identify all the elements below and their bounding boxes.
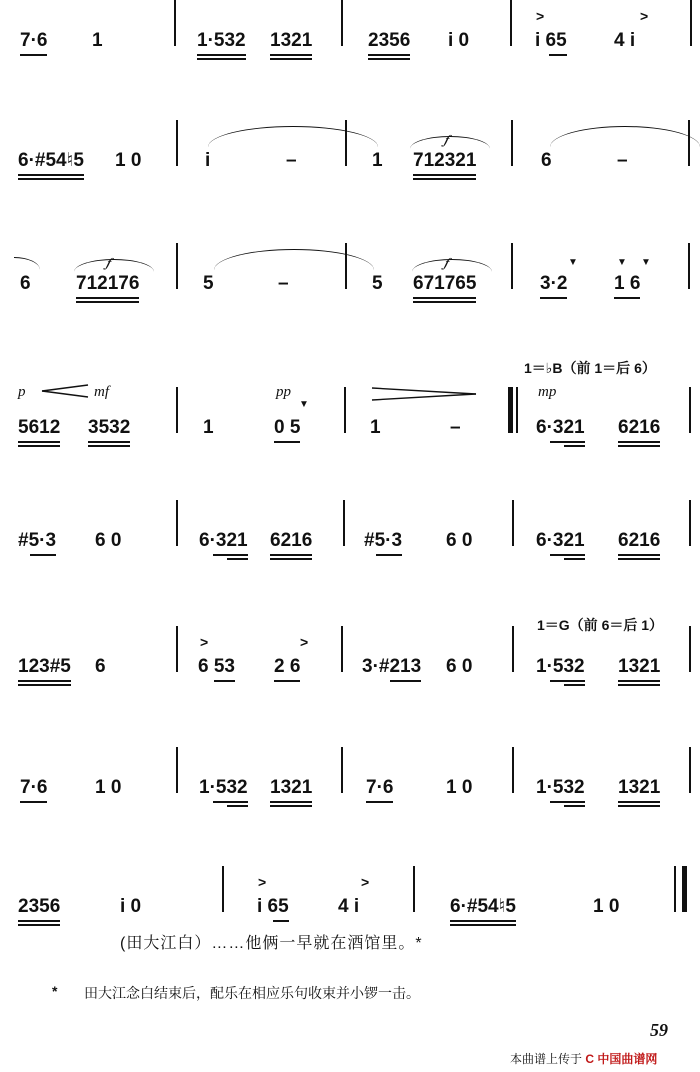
dynamic-pp: pp: [276, 384, 291, 400]
barline: [176, 747, 178, 793]
note-group: 3·#213: [362, 656, 421, 678]
accent-mark: >: [258, 874, 267, 890]
accent-mark: >: [640, 8, 649, 24]
note-group: 1 0: [446, 777, 473, 798]
barline: [341, 626, 343, 672]
note-group: 1321: [270, 30, 312, 52]
note-group: 1: [370, 417, 381, 438]
barline: [512, 626, 514, 672]
score-row-7: [0, 777, 700, 857]
key-change-2: 1＝G（前 6＝后 1）: [537, 617, 664, 633]
note-group: 7·6: [20, 777, 47, 799]
dynamic-mp: mp: [538, 384, 557, 400]
note-group: 1·532: [536, 777, 585, 799]
note-group: 6: [95, 656, 106, 677]
note-group: 1 0: [593, 896, 620, 917]
barline: [689, 387, 691, 433]
slur: [410, 136, 490, 149]
score-row-6: [0, 634, 700, 736]
note-group: 6 0: [446, 530, 473, 551]
note-group: 4 i: [614, 30, 636, 51]
upload-credit: [510, 1050, 657, 1067]
slur: [74, 259, 154, 272]
score-row-4: [0, 399, 700, 497]
footnote-mark: *: [52, 983, 58, 999]
staccato-mark: ▼: [299, 399, 309, 410]
note-group: i 65: [257, 896, 289, 918]
barline: [176, 387, 178, 433]
note-group: 1321: [618, 656, 660, 678]
dynamic-p: p: [18, 384, 26, 400]
note-group: i: [205, 150, 211, 171]
note-group: –: [286, 150, 297, 171]
accent-mark: >: [200, 634, 209, 650]
note-group: 6 53: [198, 656, 235, 678]
note-group: i 0: [120, 896, 142, 917]
score-row-3: [0, 255, 700, 353]
accent-mark: >: [536, 8, 545, 24]
barline: [511, 243, 513, 289]
note-group: 1: [92, 30, 103, 51]
barline: [688, 243, 690, 289]
dynamic-mf: mf: [94, 384, 109, 400]
note-group: 1 6: [614, 273, 640, 295]
page-number: 59: [650, 1020, 668, 1040]
slur: [214, 249, 374, 270]
key-change-1: 1＝♭B（前 1＝后 6）: [524, 360, 656, 376]
decrescendo-hairpin: [370, 386, 480, 402]
accent-mark: >: [361, 874, 370, 890]
note-group: 6·321: [536, 530, 585, 552]
note-group: –: [450, 417, 461, 438]
note-group: 5: [203, 273, 214, 294]
barline: [516, 387, 518, 433]
fermata-mark: 𝆑: [106, 255, 111, 270]
note-group: 0 5: [274, 417, 300, 439]
barline: [176, 120, 178, 166]
credit-logo-icon: C: [585, 1052, 595, 1066]
note-group: 6 0: [446, 656, 473, 677]
note-group: 1 0: [95, 777, 122, 798]
fermata-mark: 𝆑: [444, 255, 449, 270]
note-group: 6·#54♮5: [18, 150, 84, 172]
score-row-5: [0, 530, 700, 610]
barline: [341, 747, 343, 793]
note-group: 6·#54♮5: [450, 896, 516, 918]
slur: [208, 126, 378, 147]
note-group: 1321: [270, 777, 312, 799]
staccato-mark: ▼: [641, 257, 651, 268]
note-group: 5: [372, 273, 383, 294]
footnote-text: 田大江念白结束后，配乐在相应乐句收束并小锣一击。: [84, 985, 420, 1001]
note-group: 6216: [618, 417, 660, 439]
accent-mark: >: [300, 634, 309, 650]
note-group: 3·2: [540, 273, 567, 295]
note-group: 2356: [368, 30, 410, 52]
barline: [511, 120, 513, 166]
note-group: 2356: [18, 896, 60, 918]
note-group: 6216: [618, 530, 660, 552]
note-group: 1·532: [536, 656, 585, 678]
note-group: 123#5: [18, 656, 71, 678]
barline: [512, 500, 514, 546]
barline: [344, 387, 346, 433]
note-group: i 65: [535, 30, 567, 52]
note-group: i 0: [448, 30, 470, 51]
barline: [674, 866, 676, 912]
barline: [176, 243, 178, 289]
slur: [412, 259, 492, 272]
crescendo-hairpin: [40, 383, 90, 399]
barline: [689, 626, 691, 672]
spoken-dialogue-note: (田大江白）……他俩一早就在酒馆里。*: [120, 935, 423, 952]
note-group: 6 0: [95, 530, 122, 551]
note-group: –: [617, 150, 628, 171]
credit-site-name: 中国曲谱网: [597, 1052, 658, 1066]
note-group: 712176: [76, 273, 139, 295]
barline: [341, 0, 343, 46]
repeat-barline: [682, 866, 687, 912]
note-group: 7·6: [366, 777, 393, 799]
barline: [510, 0, 512, 46]
fermata-mark: 𝆑: [444, 132, 449, 147]
note-group: 2 6: [274, 656, 300, 678]
slur: [550, 126, 700, 147]
note-group: #5·3: [18, 530, 56, 552]
note-group: 1: [203, 417, 214, 438]
barline: [176, 500, 178, 546]
barline: [689, 747, 691, 793]
barline: [174, 0, 176, 46]
note-group: 1·532: [197, 30, 246, 52]
note-group: 1·532: [199, 777, 248, 799]
note-group: 712321: [413, 150, 476, 172]
note-group: 6: [20, 273, 31, 294]
barline: [690, 0, 692, 46]
barline: [689, 500, 691, 546]
note-group: 1 0: [115, 150, 142, 171]
barline: [343, 500, 345, 546]
note-group: 1: [372, 150, 383, 171]
credit-prefix: 本曲谱上传于: [510, 1052, 583, 1066]
note-group: 3532: [88, 417, 130, 439]
note-group: 4 i: [338, 896, 360, 917]
staccato-mark: ▼: [617, 257, 627, 268]
note-group: #5·3: [364, 530, 402, 552]
note-group: 6·321: [199, 530, 248, 552]
note-group: 671765: [413, 273, 476, 295]
note-group: 1321: [618, 777, 660, 799]
note-group: 5612: [18, 417, 60, 439]
barline: [176, 626, 178, 672]
barline: [222, 866, 224, 912]
staccato-mark: ▼: [568, 257, 578, 268]
note-group: 6: [541, 150, 552, 171]
note-group: 6·321: [536, 417, 585, 439]
note-group: 6216: [270, 530, 312, 552]
note-group: –: [278, 273, 289, 294]
repeat-barline: [508, 387, 513, 433]
score-row-2: [0, 132, 700, 230]
slur: [14, 257, 40, 270]
barline: [512, 747, 514, 793]
note-group: 7·6: [20, 30, 47, 52]
barline: [413, 866, 415, 912]
score-row-1: [0, 8, 700, 110]
